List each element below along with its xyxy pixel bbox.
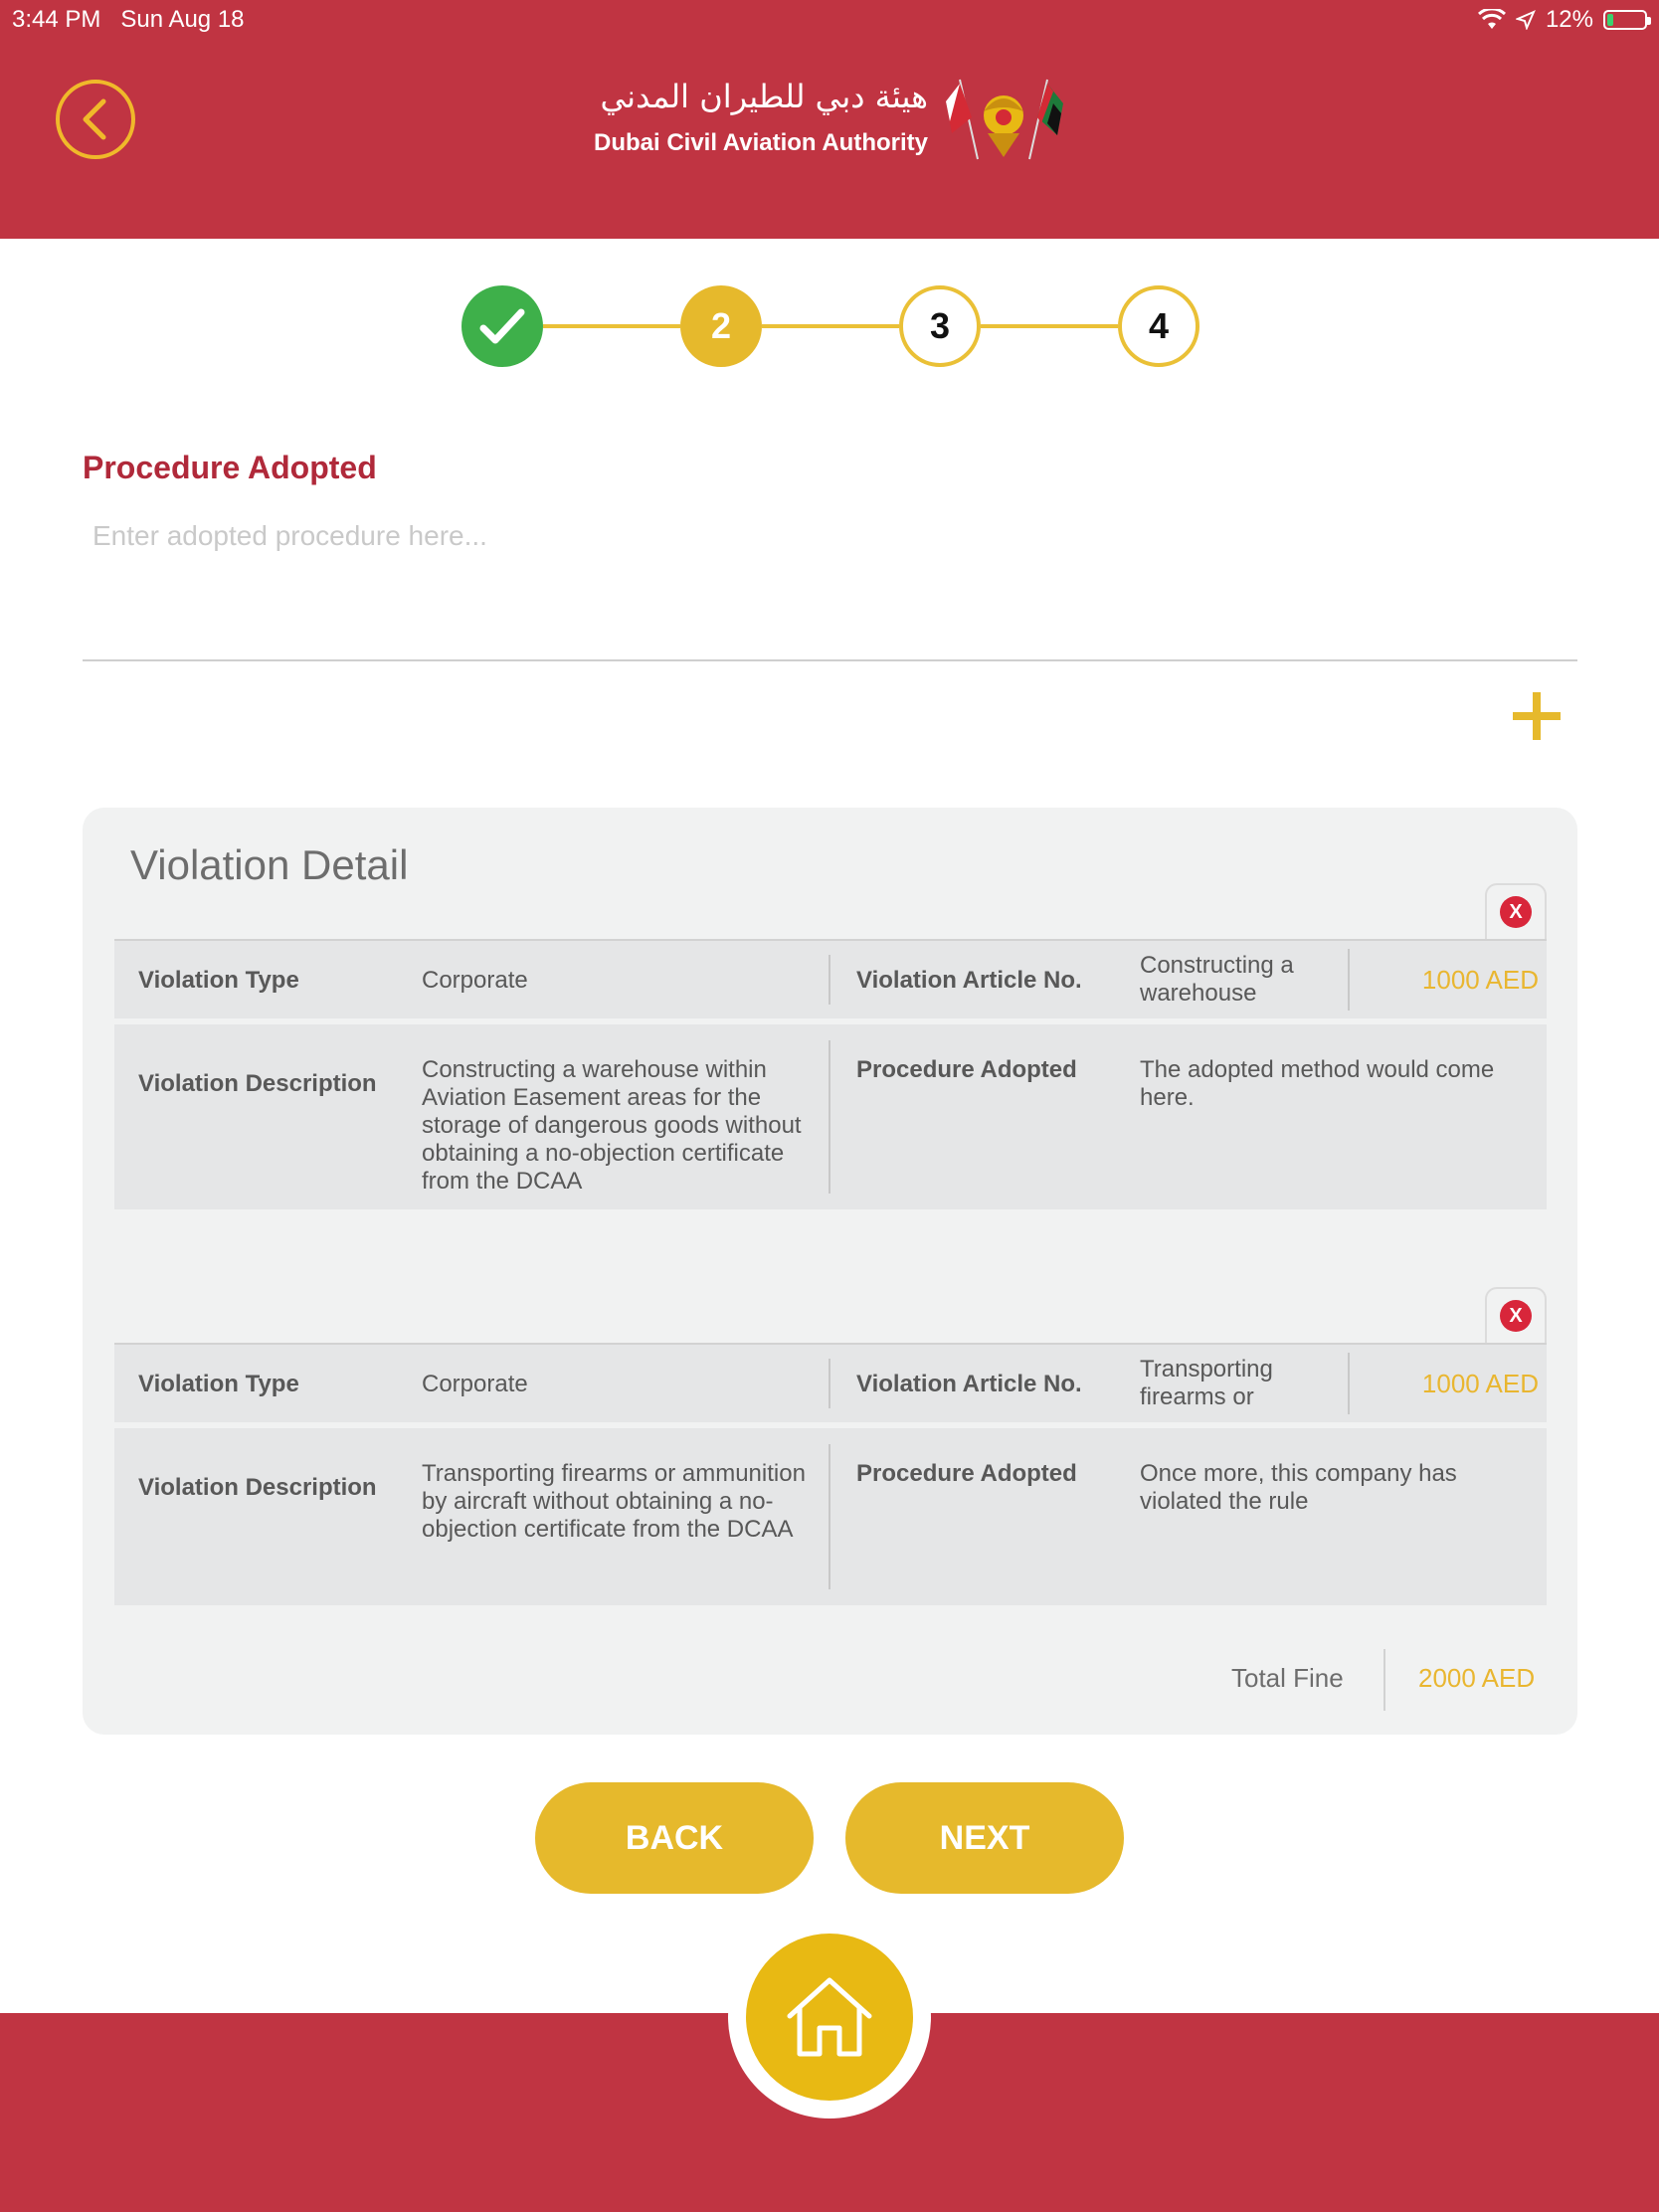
procedure-adopted-value: Once more, this company has violated the rule <box>1140 1460 1457 1515</box>
step-connector <box>762 324 899 328</box>
column-divider <box>829 955 830 1005</box>
panel-title: Violation Detail <box>130 841 409 888</box>
violation-article-value: Constructing a warehouse <box>1140 952 1294 1007</box>
remove-violation-button[interactable] <box>1485 1287 1547 1343</box>
violation-type-label: Violation Type <box>138 967 299 994</box>
violation-summary-row <box>114 939 1547 1018</box>
back-nav-button[interactable] <box>56 80 135 159</box>
column-divider <box>829 1040 830 1194</box>
step-3: 3 <box>899 285 981 367</box>
app-header <box>0 0 1659 239</box>
back-button[interactable]: BACK <box>535 1782 814 1894</box>
plus-icon[interactable] <box>1509 688 1565 744</box>
column-divider <box>1348 1353 1350 1414</box>
status-time <box>12 6 245 34</box>
status-clock: 3:44 PM <box>12 6 101 33</box>
procedure-input[interactable] <box>83 512 1577 661</box>
home-icon <box>784 1974 875 2060</box>
status-date: Sun Aug 18 <box>120 6 245 33</box>
violation-item <box>114 883 1547 1209</box>
column-divider <box>829 1444 830 1589</box>
column-divider <box>1348 949 1350 1011</box>
procedure-adopted-value: The adopted method would come here. <box>1140 1056 1495 1111</box>
battery-percent: 12% <box>1545 6 1593 33</box>
close-icon: X <box>1500 896 1532 928</box>
dcaa-logo <box>592 74 1069 163</box>
violation-article-value: Transporting firearms or <box>1140 1356 1273 1410</box>
procedure-label: Procedure Adopted <box>83 450 377 485</box>
location-arrow-icon <box>1516 10 1536 30</box>
wifi-icon <box>1478 9 1506 31</box>
chevron-left-icon <box>78 95 113 143</box>
violation-type-value: Corporate <box>422 967 528 994</box>
violation-description-value: Transporting firearms or ammunition by aircraft without obtaining a no-objection certificate from the DCAA <box>422 1460 806 1543</box>
violation-article-label: Violation Article No. <box>856 967 1082 994</box>
violation-description-label: Violation Description <box>138 1474 377 1501</box>
status-bar <box>0 0 1659 40</box>
violation-description-value: Constructing a warehouse within Aviation Easement areas for the storage of dangerous goods without obtaining a no-objection certificate from the DCAA <box>422 1056 802 1195</box>
total-fine-value: 2000 AED <box>1418 1663 1536 1693</box>
violation-description-row <box>114 1428 1547 1605</box>
violation-article-label: Violation Article No. <box>856 1371 1082 1397</box>
total-fine-label: Total Fine <box>1231 1663 1344 1693</box>
column-divider <box>829 1359 830 1408</box>
step-connector <box>543 324 680 328</box>
violation-detail-panel <box>83 808 1577 1735</box>
violation-summary-row <box>114 1343 1547 1422</box>
progress-stepper <box>461 285 1198 367</box>
battery-icon <box>1603 10 1647 30</box>
next-button[interactable]: NEXT <box>845 1782 1124 1894</box>
home-button[interactable] <box>746 1934 913 2101</box>
step-connector <box>981 324 1118 328</box>
remove-violation-button[interactable] <box>1485 883 1547 939</box>
violation-type-label: Violation Type <box>138 1371 299 1397</box>
procedure-adopted-label: Procedure Adopted <box>856 1056 1077 1083</box>
step-2: 2 <box>680 285 762 367</box>
violation-amount: 1000 AED <box>1421 1369 1539 1398</box>
procedure-adopted-label: Procedure Adopted <box>856 1460 1077 1487</box>
check-icon <box>479 306 525 346</box>
column-divider <box>1383 1649 1385 1711</box>
logo-english-text: Dubai Civil Aviation Authority <box>593 129 928 156</box>
violation-type-value: Corporate <box>422 1371 528 1397</box>
emblem-icon <box>938 74 1069 163</box>
step-1 <box>461 285 543 367</box>
violation-description-label: Violation Description <box>138 1070 377 1097</box>
close-icon: X <box>1500 1300 1532 1332</box>
logo-arabic-text: هيئة دبي للطيران المدني <box>600 78 928 115</box>
status-indicators <box>1478 6 1647 34</box>
violation-amount: 1000 AED <box>1421 965 1539 995</box>
violation-description-row <box>114 1024 1547 1209</box>
violation-item <box>114 1287 1547 1613</box>
step-4: 4 <box>1118 285 1199 367</box>
